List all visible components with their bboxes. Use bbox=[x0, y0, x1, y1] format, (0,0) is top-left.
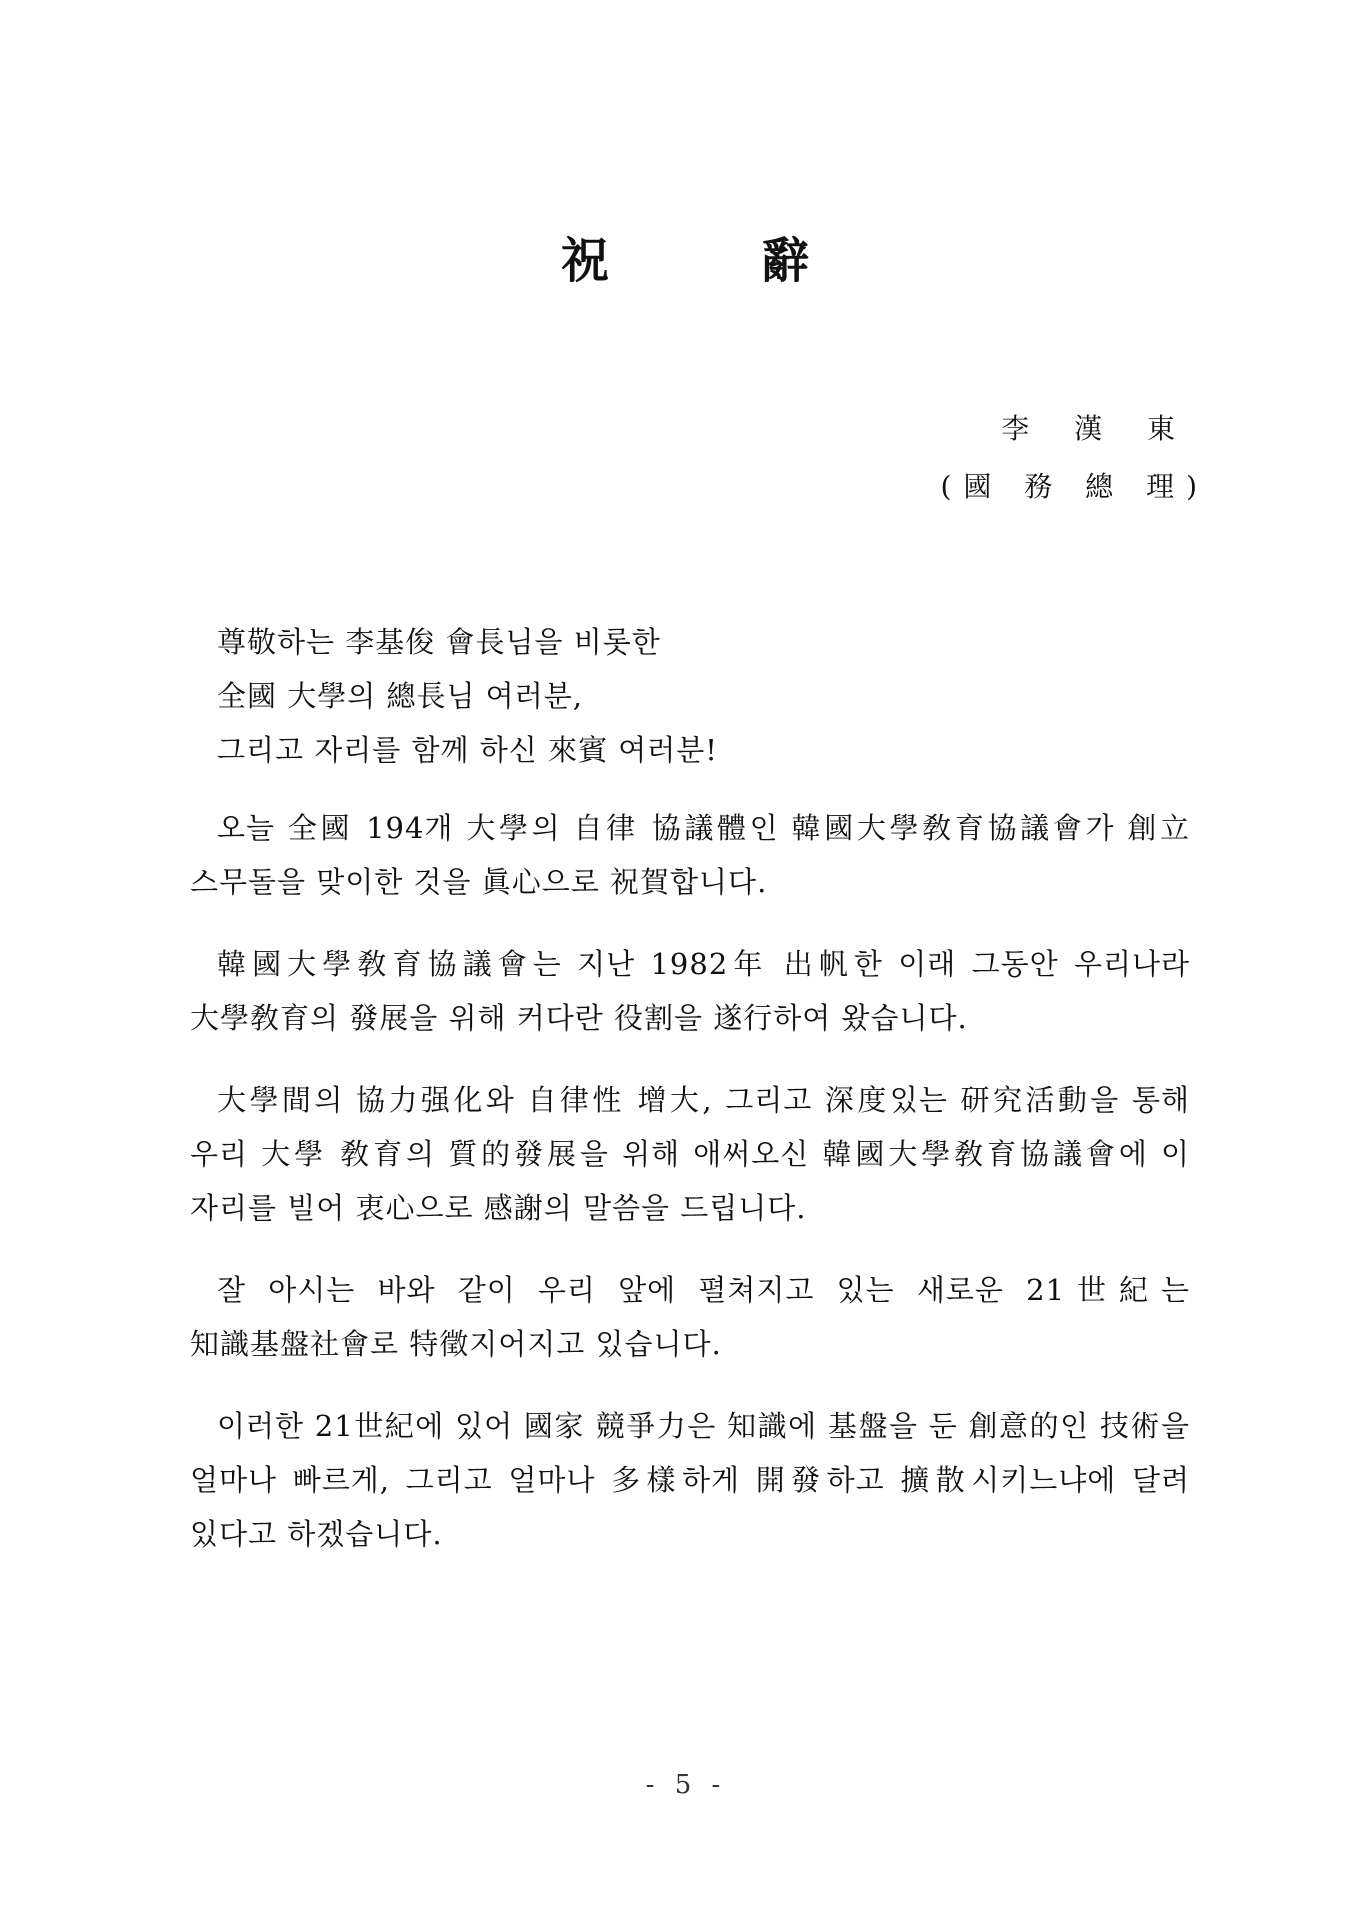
body-paragraph: 大學間의 協力强化와 自律性 增大, 그리고 深度있는 研究活動을 통해 우리 大學 敎育의 質的發展을 위해 애써오신 韓國大學敎育協議會에 이 자리를 빌어 衷心으로 感謝의 말씀을 드립니다. bbox=[190, 1083, 1190, 1225]
page-title bbox=[0, 222, 1372, 291]
greeting-line: 그리고 자리를 함께 하신 來賓 여러분! bbox=[217, 733, 718, 767]
title-char-address: 辭 bbox=[761, 233, 812, 289]
body-paragraph: 잘 아시는 바와 같이 우리 앞에 펼쳐지고 있는 새로운 21世紀는 知識基盤社會로 特徵지어지고 있습니다. bbox=[190, 1273, 1190, 1361]
greeting-block bbox=[190, 615, 1190, 777]
page-number: - 5 - bbox=[645, 1770, 727, 1800]
author-position: (國 務 總 理) bbox=[940, 470, 1209, 503]
body-paragraph: 이러한 21世紀에 있어 國家 競爭力은 知識에 基盤을 둔 創意的인 技術을 얼마나 빠르게, 그리고 얼마나 多樣하게 開發하고 擴散시키느냐에 달려 있다고 하겠습니다. bbox=[190, 1409, 1190, 1551]
author-block bbox=[940, 400, 1209, 516]
greeting-line: 全國 大學의 總長님 여러분, bbox=[217, 679, 583, 713]
author-name: 李 漢 東 bbox=[1001, 412, 1193, 445]
body-paragraph: 韓國大學敎育協議會는 지난 1982年 出帆한 이래 그동안 우리나라 大學敎育의 發展을 위해 커다란 役割을 遂行하여 왔습니다. bbox=[190, 947, 1190, 1035]
body-paragraph: 오늘 全國 194개 大學의 自律 協議體인 韓國大學敎育協議會가 創立 스무돌을 맞이한 것을 眞心으로 祝賀합니다. bbox=[190, 811, 1190, 899]
speech-body bbox=[190, 615, 1190, 1589]
greeting-line: 尊敬하는 李基俊 會長님을 비롯한 bbox=[217, 625, 661, 659]
title-char-congratulatory: 祝 bbox=[560, 233, 611, 289]
